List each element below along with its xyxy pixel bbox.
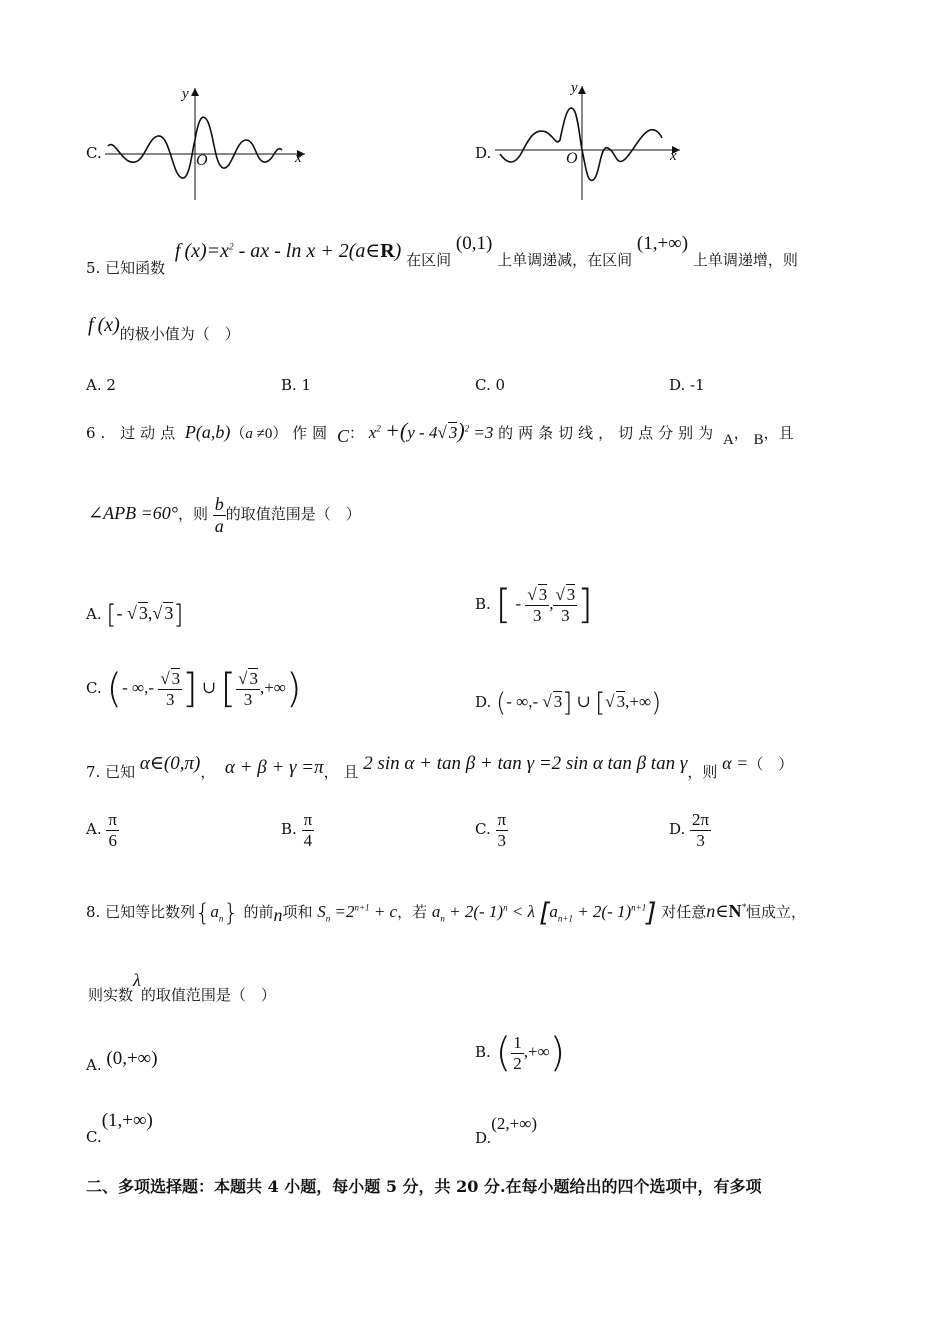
q6-option-d[interactable]: D. (- ∞,- √ 3] ∪ [√ 3,+∞) bbox=[475, 688, 662, 718]
q8-line1: 8. 已知等比数列$\{a_n\}$ 的前n项和 $S_n =2^{n+1} + c$，若 $a_n + 2(-$ 1)$^n$ < λ [$a_{n+1} + 2(-$ 1)$^{n+1}$] 对任意n∈N*恒成立， bbox=[86, 898, 807, 928]
graph-d-axis-x: x bbox=[670, 148, 677, 164]
option-d-label[interactable]: D. bbox=[475, 144, 492, 162]
graph-c bbox=[100, 80, 315, 205]
q5-option-b[interactable]: B. 1 bbox=[281, 376, 312, 394]
q7-option-a[interactable]: A. $\frac{\pi}{6}$ bbox=[86, 810, 117, 850]
q8-option-b[interactable]: B. ( $\frac{1}{2}$ ,+∞) bbox=[475, 1030, 566, 1076]
q8-option-d[interactable]: D.(2,+∞) bbox=[475, 1114, 538, 1147]
q6-option-c[interactable]: C. (- ∞,- $\frac{√ 3}{3}$ ] ∪ [ $\frac{√ 3}{3}$ ,+∞) bbox=[86, 666, 302, 712]
q5-interval-1: (0,1) bbox=[455, 233, 493, 254]
q7-option-c[interactable]: C. $\frac{\pi}{3}$ bbox=[475, 810, 507, 850]
q5-option-a[interactable]: A. 2 bbox=[86, 376, 116, 394]
q6-ratio: $\frac{b}{a}$ bbox=[214, 494, 224, 536]
q5-function: f $(x)=x^2$ - ax - ln x + 2(a∈R) bbox=[169, 240, 402, 262]
q7-option-d[interactable]: D. $\frac{2\pi}{3}$ bbox=[669, 810, 710, 850]
q5-line1: 5. 已知函数 f $(x)=x^2$ - ax - ln x + 2(a∈R) 在区间 (0,1) 上单调递减，在区间 (1,+∞) 上单调递增，则 bbox=[86, 233, 798, 277]
q6-circle-eq: $x^2 +(y - 4√$ 3)$^2$ =3 bbox=[368, 418, 494, 443]
graph-c-axis-y: y bbox=[182, 86, 189, 102]
q8-option-a[interactable]: A. (0,+∞) bbox=[86, 1048, 158, 1074]
q8-option-c[interactable]: C.(1,+∞) bbox=[86, 1110, 153, 1146]
section-2-heading: 二、多项选择题：本题共 4 小题，每小题 5 分，共 20 分.在每小题给出的四个选项中，有多项 bbox=[86, 1177, 762, 1196]
q6-line1: 6. 过动点 P(a,b)（a ≠0） 作圆 C： $x^2 +(y - 4√$ 3)$^2$ =3 的两条切线，切点分别为 A， B，且 bbox=[86, 418, 794, 448]
q5-number: 5. 已知函数 bbox=[86, 259, 166, 277]
q8-line2: 则实数λ的取值范围是（ ） bbox=[88, 970, 276, 1004]
q5-option-c[interactable]: C. 0 bbox=[475, 376, 506, 394]
q5-fx: f (x) bbox=[88, 314, 120, 336]
graph-d-origin: O bbox=[566, 150, 578, 167]
q7-line: 7. 已知 α∈(0,π)， α + β + γ =π， 且 2 sin α + tan β + tan γ =2 sin α tan β tan γ，则 α =（ ） bbox=[86, 753, 794, 781]
graph-d-axis-y: y bbox=[571, 80, 578, 96]
q6-option-a[interactable]: A. [- √ 3,√ 3] bbox=[86, 600, 184, 630]
graph-c-origin: O bbox=[196, 152, 208, 169]
q7-option-b[interactable]: B. $\frac{\pi}{4}$ bbox=[281, 810, 313, 850]
q6-line2: ∠APB =60°，则 $\frac{b}{a}$ 的取值范围是（ ） bbox=[88, 494, 361, 536]
graph-c-axis-x: x bbox=[295, 150, 302, 166]
option-c-label[interactable]: C. bbox=[86, 144, 102, 162]
q5-option-d[interactable]: D. -1 bbox=[669, 376, 705, 394]
q6-option-b[interactable]: B. [ - $\frac{√ 3}{3}$ , $\frac{√ 3}{3}$ ] bbox=[475, 582, 593, 628]
q5-interval-2: (1,+∞) bbox=[636, 233, 689, 254]
graph-d bbox=[490, 80, 690, 205]
q5-line2: f (x)的极小值为（ ） bbox=[88, 314, 240, 343]
